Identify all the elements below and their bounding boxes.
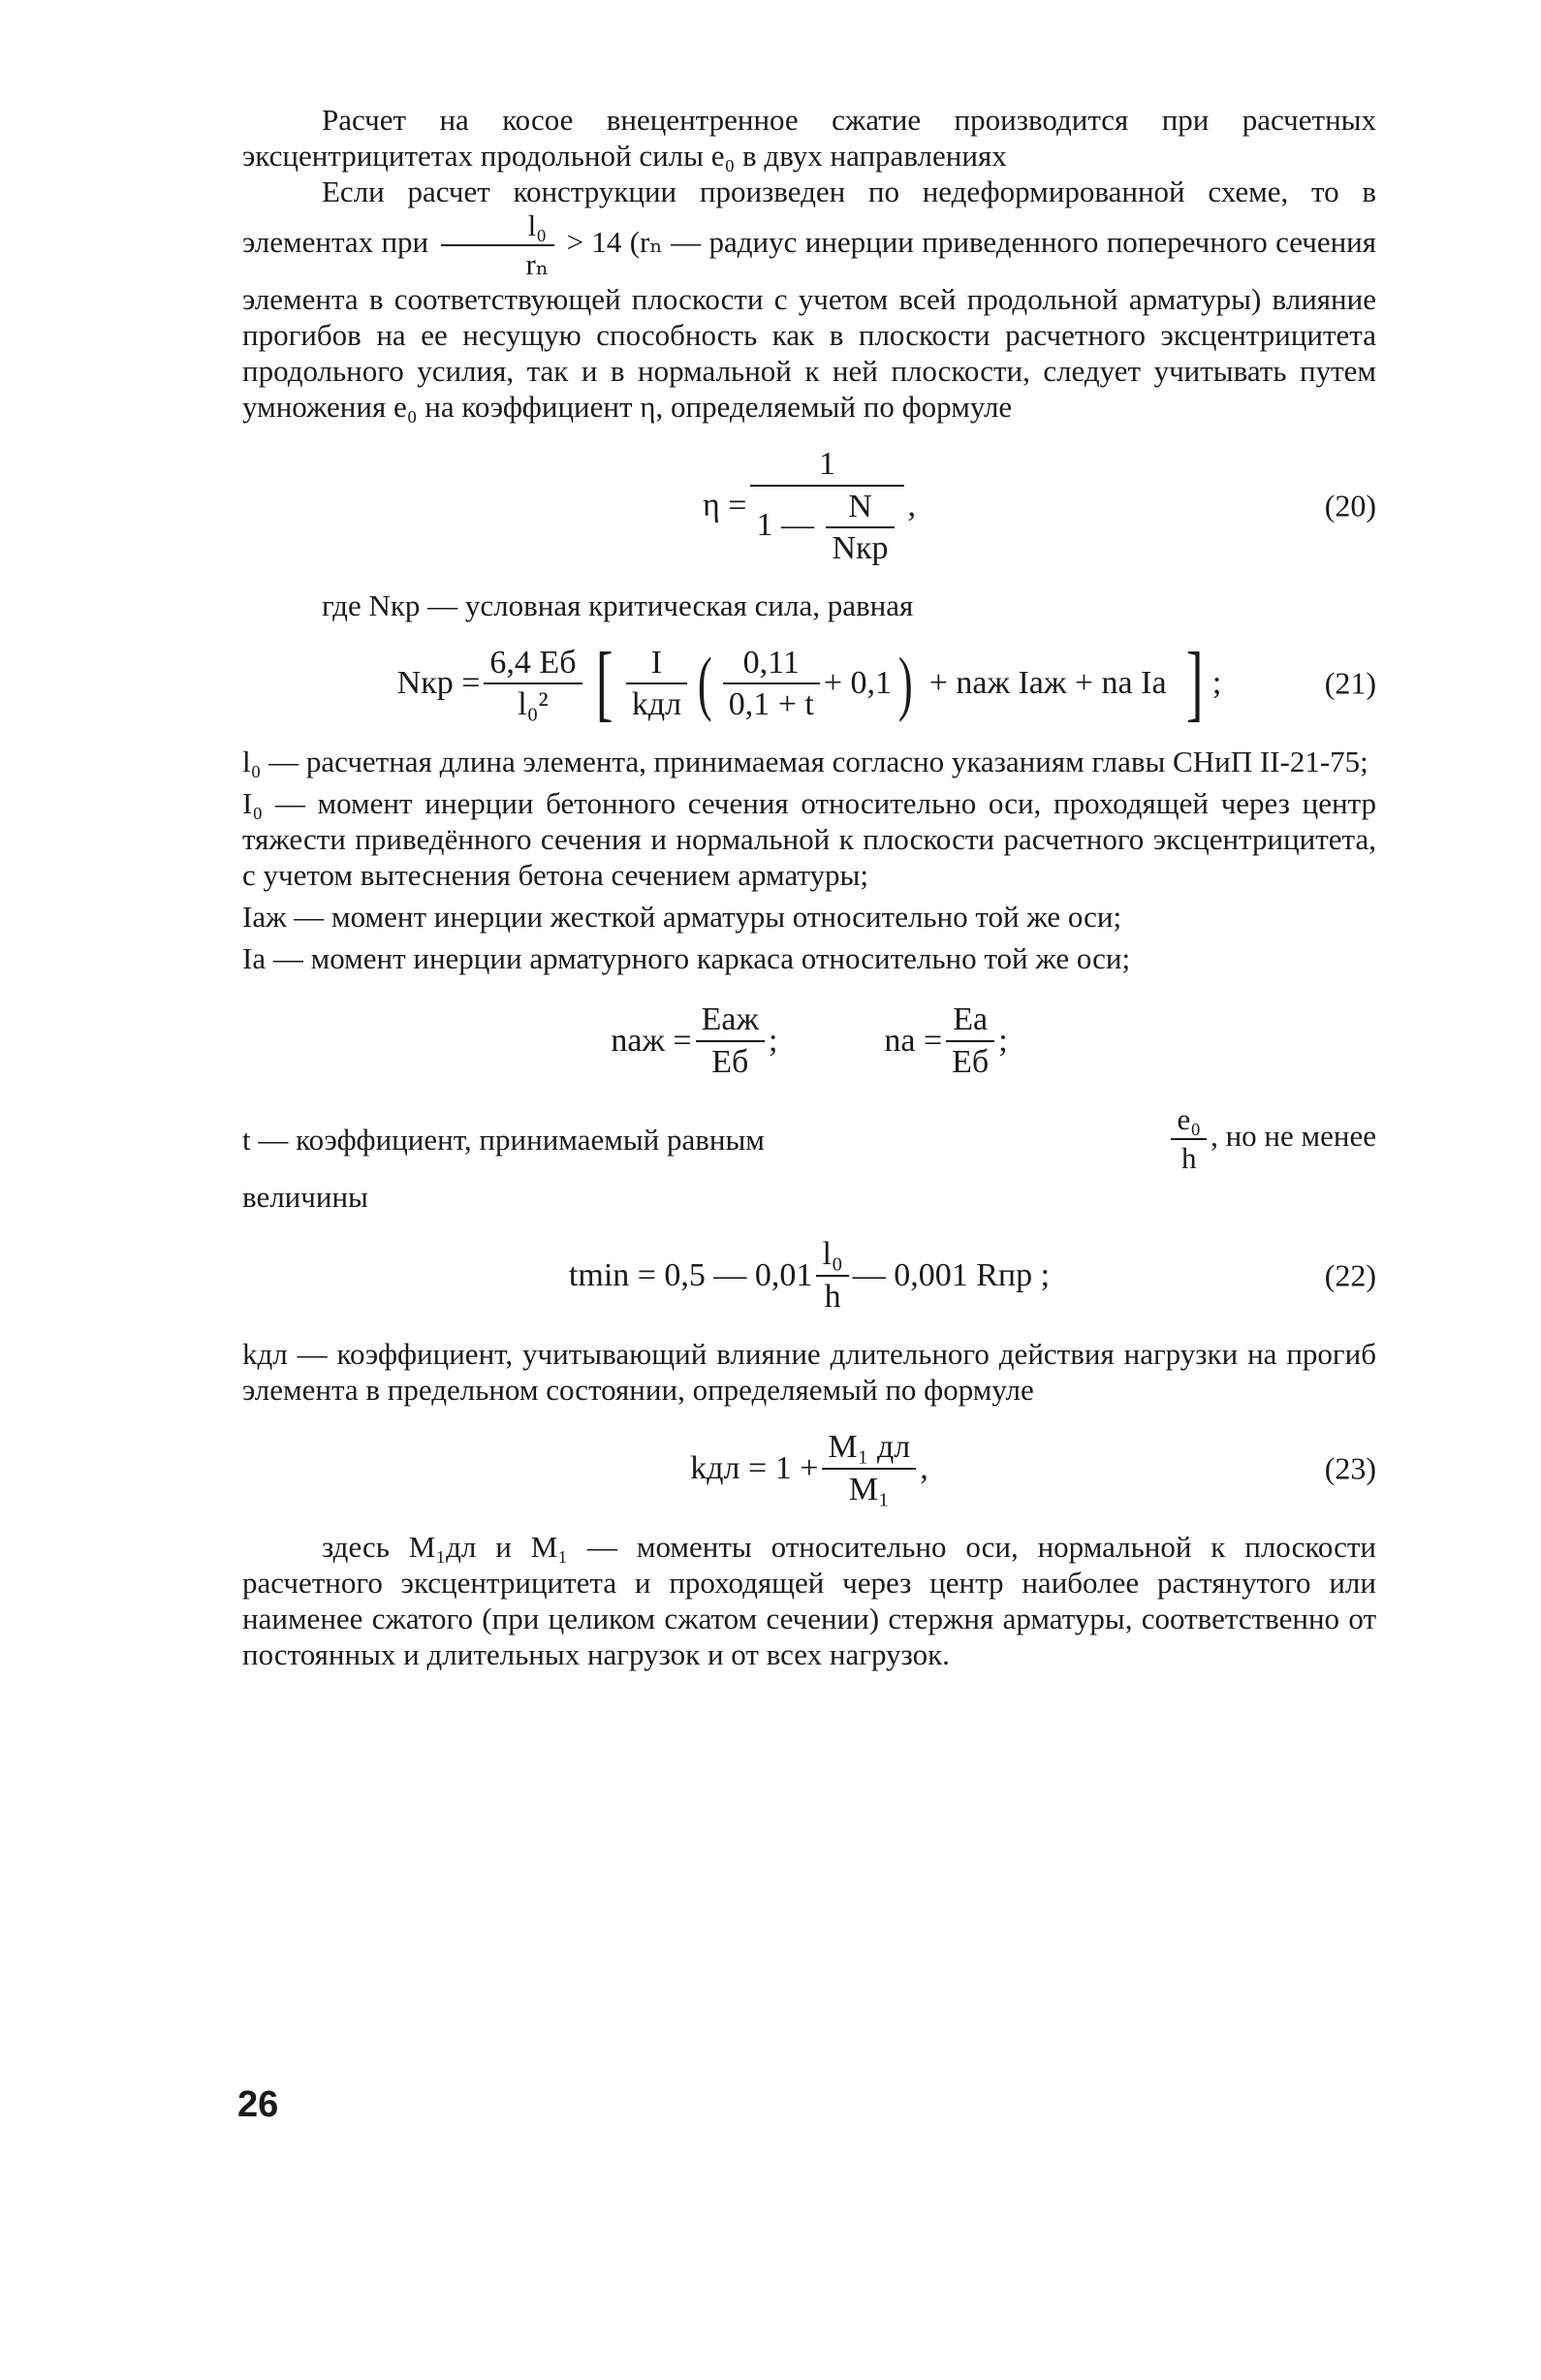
formula-20-denominator: [750, 485, 903, 567]
formula-23-den: M₁: [822, 1468, 916, 1507]
formula-22-lhs: tmin = 0,5 — 0,01: [568, 1256, 813, 1293]
ratio-n-a-tail: ;: [998, 1022, 1008, 1059]
paragraph-oblique-compression: Расчет на косое внецентренное сжатие производится при расчетных эксцентрицитетах продольной силы e₀ в двух направлениях: [242, 103, 1376, 173]
left-square-bracket: [: [595, 636, 613, 731]
definition-t-fraction: [1171, 1103, 1207, 1175]
page-number: 26: [237, 2084, 279, 2125]
equation-number-21: (21): [1324, 665, 1376, 701]
ratio-n-a-lhs: nа =: [884, 1022, 943, 1059]
where-line: где Nкр — условная критическая сила, равная: [322, 588, 914, 623]
right-parenthesis: ): [897, 644, 913, 724]
equation-number-23: (23): [1324, 1450, 1376, 1485]
formula-23-fraction: [822, 1429, 916, 1507]
definition-i-azh: Iаж — момент инерции жесткой арматуры относительно той же оси;: [242, 900, 1122, 935]
formula-22: [242, 1236, 1376, 1315]
formula-20-numerator: 1: [818, 446, 835, 483]
formula-21-semicolon: ;: [1211, 665, 1222, 702]
formula-21-frac2-den: kдл: [626, 682, 687, 722]
definition-t-den: h: [1171, 1138, 1207, 1175]
formula-21-frac1: [484, 645, 582, 723]
formula-21-frac3-den: 0,1 + t: [723, 682, 820, 722]
formula-22-num: l₀: [822, 1236, 843, 1273]
definition-t-right: [1167, 1103, 1376, 1175]
definition-i0: I₀ — момент инерции бетонного сечения относительно оси, проходящей через центр тяжести приведённого сечения и нормальной к плоскости расчетного эксцентрицитета, с учетом вытеснения бетона сечением арматуры;: [242, 786, 1376, 893]
formula-21-frac3-num: 0,11: [742, 644, 800, 681]
slenderness-fraction: [441, 209, 555, 281]
formula-20-inner-fraction: [826, 489, 894, 567]
equation-number-20: (20): [1324, 488, 1376, 524]
definition-t-tail: , но не менее: [1211, 1119, 1376, 1154]
formula-20-tail: ,: [907, 488, 917, 524]
formula-22-den: h: [816, 1275, 848, 1315]
definition-i-a: Iа — момент инерции арматурного каркаса относительно той же оси;: [242, 941, 1131, 976]
paragraph-text-a: Если расчет конструкции произведен по недеформированной схеме, то в элементах при: [242, 175, 1376, 260]
formula-21-lhs: Nкр =: [396, 665, 481, 702]
formula-23: [242, 1429, 1376, 1507]
formula-22-fraction: [816, 1236, 848, 1315]
formula-ratios: [242, 1001, 1376, 1080]
ratio-n-a-num: Eа: [953, 1001, 989, 1038]
formula-20: [242, 446, 1376, 566]
formula-21: [242, 636, 1376, 731]
formula-23-num: M₁ дл: [828, 1429, 911, 1466]
paragraph-deflection-influence: [242, 174, 1376, 425]
left-parenthesis: (: [698, 644, 712, 724]
formula-21-frac2-num: I: [650, 644, 663, 681]
paragraph-text-b: > 14 (rₙ — радиус инерции приведенного поперечного сечения элемента в соответствующей плоскости с учетом всей продольной арматуры) влияние прогибов на ее несущую способность как в плоскости расчетного эксцентрицитета продольного усилия, так и в нормальной к ней плоскости, следует учитывать путем умножения e₀ на коэффициент η, определяемый по формуле: [242, 225, 1377, 425]
paragraph-moments: здесь M₁дл и M₁ — моменты относительно оси, нормальной к плоскости расчетного эксцентрицитета и проходящей через центр наиболее растянутого или наименее сжатого (при целиком сжатом сечении) стержня арматуры, соответственно от постоянных и длительных нагрузок и от всех нагрузок.: [242, 1529, 1376, 1671]
ratio-n-azh-den: Eб: [696, 1040, 765, 1080]
formula-21-frac3: [723, 645, 820, 723]
formula-20-fraction: [750, 446, 903, 566]
ratio-n-azh-tail: ;: [768, 1022, 778, 1059]
formula-22-rest: — 0,001 Rпр ;: [852, 1256, 1051, 1293]
ratio-n-azh-num: Eаж: [701, 1001, 759, 1038]
formula-21-frac1-den: l₀²: [484, 682, 582, 722]
definition-t: [242, 1103, 1376, 1175]
ratio-n-a-den: Eб: [946, 1040, 994, 1080]
formula-20-lhs: η =: [702, 488, 747, 524]
equation-number-22: (22): [1324, 1257, 1376, 1293]
fraction-denominator: rₙ: [441, 244, 555, 281]
definition-t-num: e₀: [1177, 1102, 1202, 1137]
right-square-bracket: ]: [1185, 636, 1203, 731]
definition-kdl: kдл — коэффициент, учитывающий влияние длительного действия нагрузки на прогиб элемента в предельном состоянии, определяемый по формуле: [242, 1337, 1376, 1408]
ratio-n-a-fraction: [946, 1001, 994, 1080]
formula-21-frac2: [626, 645, 687, 723]
formula-20-inner-num: N: [848, 488, 872, 524]
ratio-n-azh-fraction: [696, 1001, 765, 1080]
definition-t-line2: величины: [242, 1180, 368, 1215]
formula-21-frac1-num: 6,4 Eб: [489, 644, 577, 681]
definition-l0: l₀ — расчетная длина элемента, принимаемая согласно указаниям главы СНиП II-21-75;: [242, 745, 1368, 779]
formula-23-lhs: kдл = 1 +: [690, 1449, 819, 1486]
formula-20-den-prefix: 1 —: [756, 506, 814, 543]
document-page: [242, 102, 1376, 1672]
formula-21-rest: + nаж Iаж + nа Iа: [928, 665, 1167, 702]
definition-t-text: t — коэффициент, принимаемый равным: [242, 1122, 765, 1157]
fraction-numerator: l₀: [527, 208, 548, 242]
formula-20-inner-den: Nкр: [826, 526, 894, 566]
formula-21-plus-01: + 0,1: [823, 665, 893, 702]
ratio-n-azh-lhs: nаж =: [611, 1022, 692, 1059]
formula-23-tail: ,: [920, 1449, 928, 1486]
